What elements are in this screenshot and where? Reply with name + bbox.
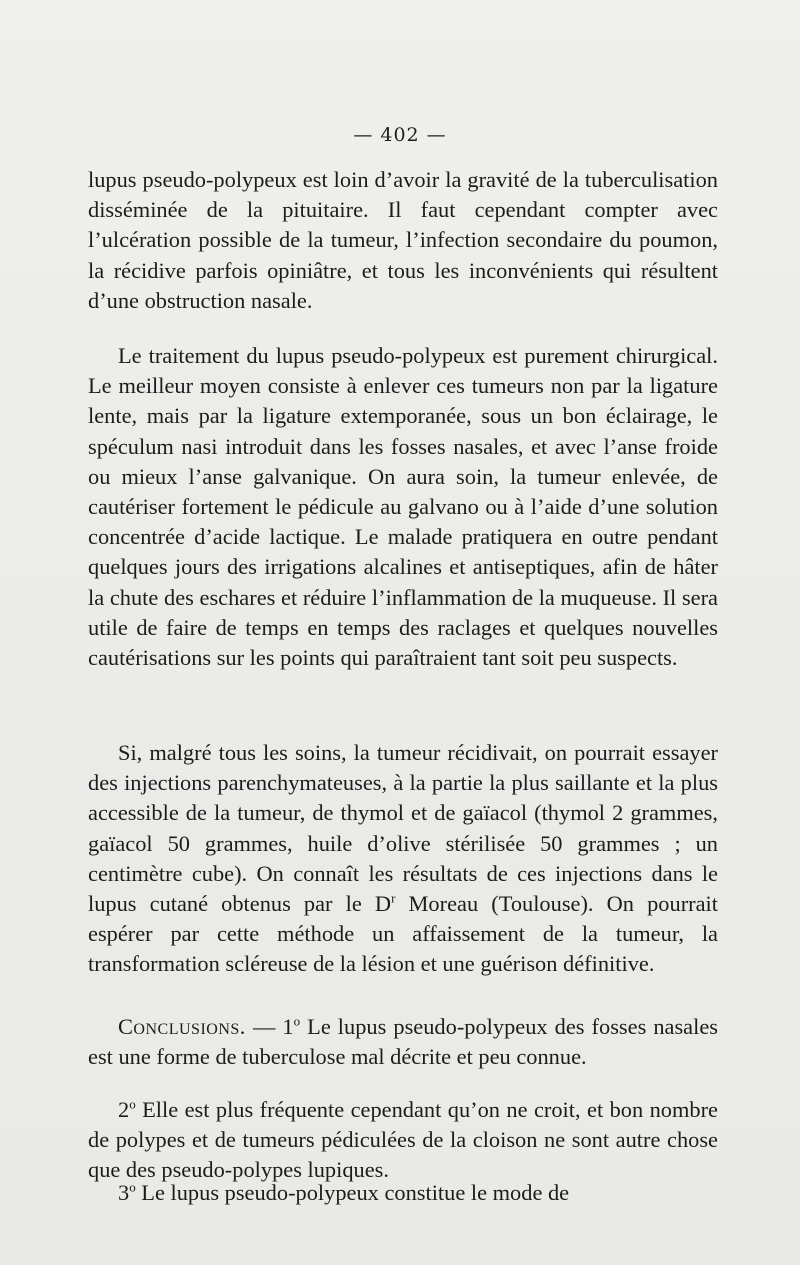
item-number: 3 [118, 1180, 130, 1205]
paragraph-continuation [88, 165, 718, 316]
paragraph-treatment [88, 341, 718, 673]
relapse-text-part1: Si, malgré tous les soins, la tumeur récidivait, on pourrait essayer des injections parenchymateuses, à la partie la plus saillante et la plus accessible de la tumeur, de thymol et de gaïacol (thymol 2 grammes, gaïacol 50 grammes, huile d’olive stérilisée 50 grammes ; un centimètre cube). On connaît les résultats de ces injections dans le lupus cutané obtenus par le D [88, 740, 718, 917]
item-text: Le lupus pseudo-polypeux des fosses nasales est une forme de tuberculose mal décrite et peu connue. [88, 1014, 718, 1070]
conclusion-item-3 [88, 1178, 718, 1208]
paragraph-text [88, 1095, 718, 1186]
paragraph-text [88, 738, 718, 980]
paragraph-text: lupus pseudo-polypeux est loin d’avoir la gravité de la tuberculisation disséminée de la pituitaire. Il faut cependant compter avec l’ulcération possible de la tumeur, l’infection secondaire du poumon, la récidive parfois opiniâtre, et tous les inconvénients qui résultent d’une obstruction nasale. [88, 167, 718, 313]
conclusions-dash: — [245, 1014, 283, 1039]
ordinal-sup: o [129, 1179, 136, 1195]
conclusion-item-2 [88, 1095, 718, 1186]
item-number: 1 [282, 1014, 294, 1039]
ordinal-sup: o [129, 1096, 136, 1112]
ordinal-sup: o [293, 1013, 301, 1029]
relapse-text-part2: Moreau (Toulouse). On pourrait espérer par cette méthode un affaissement de la tumeur, la transformation scléreuse de la lésion et une guérison définitive. [88, 891, 718, 977]
paragraph-text [88, 1012, 718, 1072]
page-number: — 402 — [353, 124, 447, 146]
conclusion-item-1 [88, 1012, 718, 1072]
paragraph-text: Le traitement du lupus pseudo-polypeux est purement chirurgical. Le meilleur moyen consiste à enlever ces tumeurs non par la ligature lente, mais par la ligature extemporanée, sous un bon éclairage, le spéculum nasi introduit dans les fosses nasales, et avec l’anse froide ou mieux l’anse galvanique. On aura soin, la tumeur enlevée, de cautériser fortement le pédicule au galvano ou à l’aide d’une solution concentrée d’acide lactique. Le malade pratiquera en outre pendant quelques jours des irrigations alcalines et antiseptiques, afin de hâter la chute des eschares et réduire l’inflammation de la muqueuse. Il sera utile de faire de temps en temps des raclages et quelques nouvelles cautérisations sur les points qui paraîtraient tant soit peu suspects. [88, 343, 718, 671]
paragraph-relapse [88, 738, 718, 980]
paragraph-text [88, 1178, 718, 1208]
conclusions-heading: Conclusions. [118, 1014, 246, 1039]
item-text: Le lupus pseudo-polypeux constitue le mode de [135, 1180, 570, 1205]
item-text: Elle est plus fréquente cependant qu’on ne croit, et bon nombre de polypes et de tumeurs pédiculées de la cloison ne sont autre chose que des pseudo-polypes lupiques. [88, 1097, 718, 1183]
doctor-abbrev-sup: r [391, 890, 396, 906]
item-number: 2 [118, 1097, 130, 1122]
